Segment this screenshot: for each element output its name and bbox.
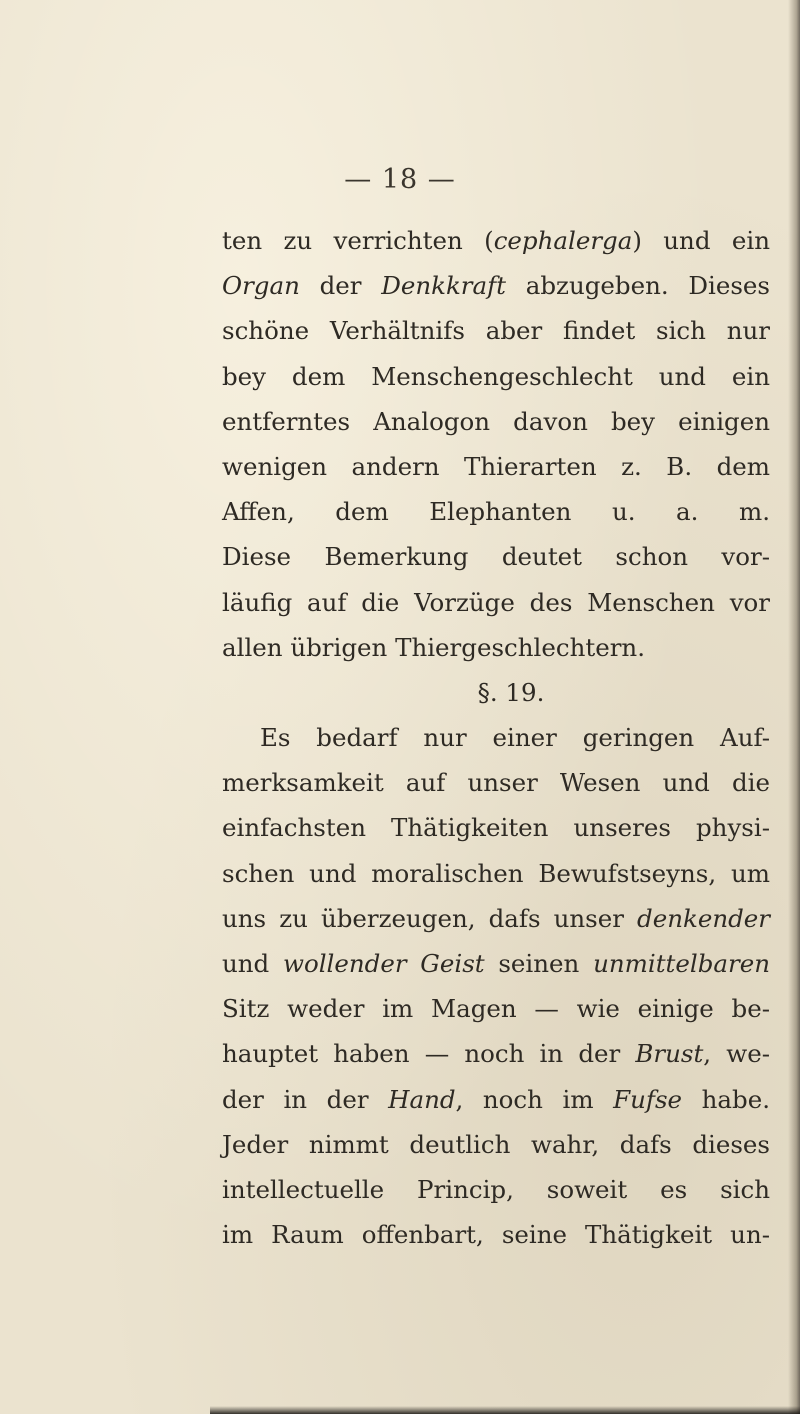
text-line	[222, 1031, 770, 1076]
text-line	[222, 580, 770, 625]
text-run: allen übrigen Thiergeschlechtern.	[222, 632, 645, 662]
text-line	[222, 941, 770, 986]
text-line	[222, 1077, 770, 1122]
text-line	[222, 851, 770, 896]
text-run: Es bedarf nur einer geringen Auf-	[260, 723, 770, 753]
text-run: ) und ein	[632, 226, 770, 255]
text-run: intellectuelle Princip, soweit es sich	[222, 1174, 770, 1204]
text-run: , noch im	[455, 1084, 614, 1114]
text-line	[222, 534, 770, 579]
italic-term: cephalerga	[493, 226, 633, 255]
text-run: läufig auf die Vorzüge des Menschen vor	[222, 587, 770, 617]
text-run: schen und moralischen Bewufstseyns, um	[222, 858, 770, 888]
text-line	[222, 354, 770, 399]
page-number: — 18 —	[344, 164, 456, 195]
text-line	[222, 218, 770, 263]
text-run: Jeder nimmt deutlich wahr, dafs dieses	[222, 1129, 770, 1159]
text-run: seinen	[484, 949, 594, 978]
text-run: und	[222, 949, 283, 978]
text-line	[222, 896, 770, 941]
italic-term: wollender Geist	[282, 949, 485, 978]
text-line	[222, 760, 770, 805]
text-run: der	[299, 271, 382, 301]
body-text	[222, 218, 770, 1257]
text-line	[222, 1122, 770, 1167]
italic-term: Denkkraft	[381, 271, 507, 301]
text-run: der in der	[222, 1084, 389, 1114]
italic-term: Fufse	[613, 1084, 683, 1114]
text-run: im Raum offenbart, seine Thätigkeit un-	[222, 1220, 770, 1250]
page-edge-shadow	[788, 0, 800, 1414]
text-run: bey dem Menschengeschlecht und ein	[222, 361, 770, 391]
text-run: uns zu überzeugen, dafs unser	[222, 903, 638, 933]
text-run: schöne Verhältnifs aber findet sich nur	[222, 316, 770, 346]
text-run: einfachsten Thätigkeiten unseres physi-	[222, 813, 770, 843]
text-line	[222, 399, 770, 444]
text-run: , we-	[703, 1039, 770, 1069]
text-line	[222, 625, 770, 670]
italic-term: Brust	[635, 1039, 704, 1069]
text-run: wenigen andern Thierarten z. B. dem	[222, 451, 770, 481]
italic-term: Hand	[388, 1084, 456, 1114]
text-line	[222, 715, 770, 760]
text-line	[222, 1167, 770, 1212]
text-run: Affen, dem Elephanten u. a. m.	[222, 497, 770, 527]
text-run: hauptet haben — noch in der	[222, 1039, 636, 1069]
text-line	[222, 489, 770, 534]
text-run: Sitz weder im Magen — wie einige be-	[222, 994, 770, 1024]
text-run: abzugeben. Dieses	[506, 271, 770, 301]
italic-term: unmittelbaren	[593, 949, 771, 978]
text-line	[222, 444, 770, 489]
italic-term: denkender	[637, 903, 770, 933]
text-line	[222, 263, 770, 308]
text-line	[222, 986, 770, 1031]
section-heading: §. 19.	[477, 677, 545, 707]
italic-term: Organ	[222, 271, 300, 301]
text-run: ten zu verrichten (	[222, 226, 494, 255]
text-run: entferntes Analogon davon bey einigen	[222, 406, 770, 436]
text-run: habe.	[682, 1084, 770, 1114]
text-run: merksamkeit auf unser Wesen und die	[222, 768, 770, 798]
text-line	[222, 1212, 770, 1257]
text-line	[222, 308, 770, 353]
page-bottom-shadow	[210, 1406, 800, 1414]
text-line	[222, 805, 770, 850]
text-run: Diese Bemerkung deutet schon vor-	[222, 542, 770, 572]
